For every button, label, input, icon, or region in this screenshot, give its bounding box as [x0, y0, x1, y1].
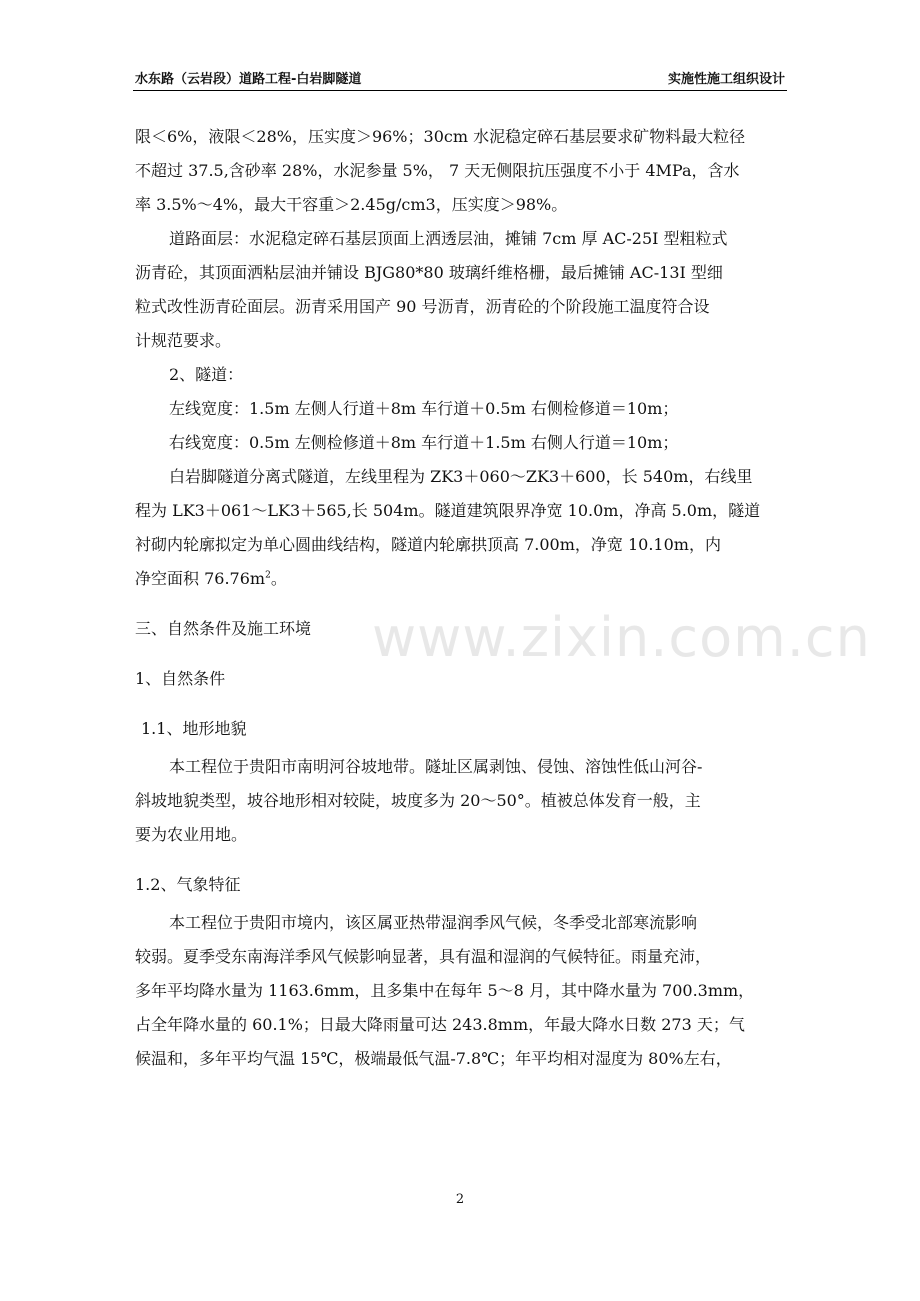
text-line: 白岩脚隧道分离式隧道，左线里程为 ZK3＋060～ZK3＋600，长 540m，右线里: [169, 467, 753, 486]
section-heading-natural-conditions: 三、自然条件及施工环境: [135, 619, 312, 638]
page-content: [135, 120, 787, 1076]
header-project-title: 水东路（云岩段）道路工程-白岩脚隧道: [135, 72, 362, 87]
paragraph-tunnel-description: [135, 460, 787, 596]
paragraph-climate: [135, 906, 787, 1076]
right-line-width: 右线宽度：0.5m 左侧检修道＋8m 车行道＋1.5m 右侧人行道＝10m；: [169, 433, 679, 452]
text-line-part: 。: [270, 569, 287, 588]
text-line: 衬砌内轮廓拟定为单心圆曲线结构，隧道内轮廓拱顶高 7.00m，净宽 10.10m，内: [135, 535, 721, 554]
text-line: 计规范要求。: [135, 331, 232, 350]
paragraph-road-surface: [135, 222, 787, 358]
text-line: 本工程位于贵阳市境内，该区属亚热带湿润季风气候，冬季受北部寒流影响: [169, 913, 698, 932]
paragraph-base-course: [135, 120, 787, 222]
subsection-heading-climate: 1.2、气象特征: [135, 875, 241, 894]
watermark: www.zixin.com.cn: [372, 606, 871, 669]
text-line: 占全年降水量的 60.1%；日最大降雨量可达 243.8mm，年最大降水日数 273 天；气: [135, 1015, 745, 1034]
subsection-heading-terrain: 1.1、地形地貌: [141, 719, 247, 738]
text-line: [135, 562, 787, 596]
heading-tunnel: 2、隧道：: [169, 365, 244, 384]
text-line: 斜坡地貌类型，坡谷地形相对较陡，坡度多为 20～50°。植被总体发育一般，主: [135, 791, 701, 810]
text-line: 多年平均降水量为 1163.6mm，且多集中在每年 5～8 月，其中降水量为 700.3mm，: [135, 981, 755, 1000]
text-line: 限＜6%，液限＜28%，压实度＞96%；30cm 水泥稳定碎石基层要求矿物料最大粒径: [135, 127, 746, 146]
text-line: 沥青砼，其顶面洒粘层油并铺设 BJG80*80 玻璃纤维格栅，最后摊铺 AC-13I 型细: [135, 263, 723, 282]
text-line: 道路面层：水泥稳定碎石基层顶面上洒透层油，摊铺 7cm 厚 AC-25I 型粗粒式: [169, 229, 728, 248]
page-header: [133, 62, 787, 91]
text-line: 粒式改性沥青砼面层。沥青采用国产 90 号沥青，沥青砼的个阶段施工温度符合设: [135, 297, 710, 316]
left-line-width: 左线宽度：1.5m 左侧人行道＋8m 车行道＋0.5m 右侧检修道＝10m；: [169, 399, 679, 418]
paragraph-terrain: [135, 750, 787, 852]
text-line: 较弱。夏季受东南海洋季风气候影响显著，具有温和湿润的气候特征。雨量充沛，: [135, 947, 712, 966]
text-line: 程为 LK3＋061～LK3＋565,长 504m。隧道建筑限界净宽 10.0m，净高 5.0m，隧道: [135, 501, 761, 520]
text-line-part: 净空面积 76.76m: [135, 569, 266, 588]
text-line: 本工程位于贵阳市南明河谷坡地带。隧址区属剥蚀、侵蚀、溶蚀性低山河谷-: [169, 757, 703, 776]
text-line: 不超过 37.5,含砂率 28%，水泥参量 5%， 7 天无侧限抗压强度不小于 4MPa，含水: [135, 161, 740, 180]
text-line: 率 3.5%～4%，最大干容重＞2.45g/cm3，压实度＞98%。: [135, 195, 568, 214]
header-document-type: 实施性施工组织设计: [667, 72, 785, 87]
superscript: 2: [265, 570, 271, 581]
page-number: 2: [455, 1192, 465, 1207]
text-line: 要为农业用地。: [135, 825, 248, 844]
subsection-heading-natural-conditions: 1、自然条件: [135, 669, 226, 688]
text-line: 候温和，多年平均气温 15℃，极端最低气温-7.8℃；年平均相对湿度为 80%左右，: [135, 1049, 732, 1068]
